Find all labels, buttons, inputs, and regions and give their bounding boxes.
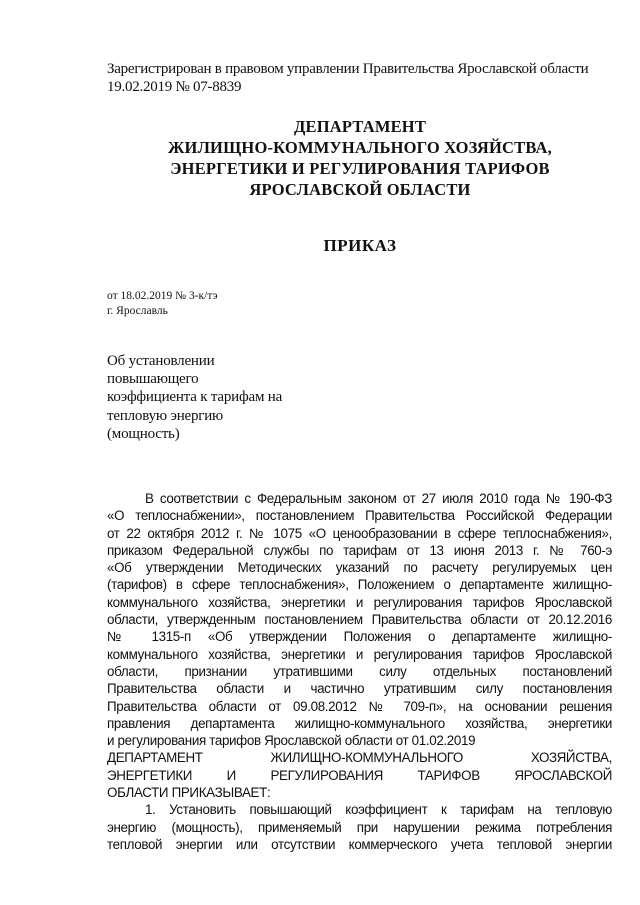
- subject-line: коэффициента к тарифам на: [107, 389, 283, 406]
- body-line: ДЕПАРТАМЕНТ ЖИЛИЩНО-КОММУНАЛЬНОГО ХОЗЯЙСТВА,: [107, 750, 612, 766]
- body-line: области, утвержденным постановлением Правительства области от 20.12.2016: [107, 612, 612, 628]
- body-line: ОБЛАСТИ ПРИКАЗЫВАЕТ:: [107, 785, 271, 801]
- department-line: ЭНЕРГЕТИКИ И РЕГУЛИРОВАНИЯ ТАРИФОВ: [170, 159, 550, 178]
- department-heading: [80, 116, 640, 200]
- body-line: тепловой энергии или отсутствии коммерческого учета тепловой энергии: [107, 836, 612, 852]
- body-line: В соответствии с Федеральным законом от 27 июля 2010 года № 190-ФЗ: [145, 491, 612, 506]
- body-line: № 1315-п «Об утверждении Положения о департаменте жилищно-: [107, 629, 612, 645]
- body-line: ЭНЕРГЕТИКИ И РЕГУЛИРОВАНИЯ ТАРИФОВ ЯРОСЛАВСКОЙ: [107, 767, 612, 783]
- body-line: Правительства области от 09.08.2012 № 709-п», на основании решения: [107, 698, 612, 714]
- body-line: коммунального хозяйства, энергетики и регулирования тарифов Ярославской: [107, 646, 612, 662]
- body-line: приказом Федеральной службы по тарифам от 13 июня 2013 г. № 760-э: [107, 542, 612, 558]
- registration-date-number: 19.02.2019 № 07-8839: [107, 79, 242, 95]
- subject-line: тепловую энергию: [107, 407, 224, 424]
- body-line: Правительства области и частично утратившим силу постановления: [107, 681, 612, 697]
- body-line: «Об утверждении Методических указаний по расчету регулируемых цен: [107, 560, 612, 576]
- registration-line: Зарегистрирован в правовом управлении Правительства Ярославской области: [107, 61, 589, 77]
- department-line: ЯРОСЛАВСКОЙ ОБЛАСТИ: [249, 180, 471, 199]
- registration-note: [107, 60, 612, 96]
- body-line: и регулирования тарифов Ярославской области от 01.02.2019: [107, 733, 476, 749]
- body-line: 1. Установить повышающий коэффициент к тарифам на тепловую: [145, 802, 612, 818]
- order-subject: [107, 352, 327, 443]
- body-line: энергию (мощность), применяемый при нарушении режима потребления: [107, 819, 612, 835]
- body-line: от 22 октября 2012 г. № 1075 «О ценообразовании в сфере теплоснабжения»,: [107, 525, 612, 541]
- body-line: области, признании утратившими силу отдельных постановлений: [107, 663, 612, 679]
- body-line: коммунального хозяйства, энергетики и регулирования тарифов Ярославской: [107, 594, 612, 610]
- subject-line: повышающего: [107, 371, 199, 388]
- order-meta: [107, 289, 218, 319]
- subject-line: (мощность): [107, 425, 180, 442]
- department-line: ЖИЛИЩНО-КОММУНАЛЬНОГО ХОЗЯЙСТВА,: [168, 138, 552, 157]
- body-line: правления департамента жилищно-коммунального хозяйства, энергетики: [107, 715, 612, 731]
- order-title: ПРИКАЗ: [323, 236, 397, 255]
- subject-line: Об установлении: [107, 353, 215, 369]
- order-city: г. Ярославль: [107, 305, 168, 317]
- department-line: ДЕПАРТАМЕНТ: [293, 117, 427, 136]
- body-line: (тарифов) в сфере теплоснабжения», Положением о департаменте жилищно-: [107, 577, 612, 593]
- body-line: «О теплоснабжении», постановлением Правительства Российской Федерации: [107, 508, 612, 524]
- order-date-number: от 18.02.2019 № 3-к/тэ: [107, 290, 218, 302]
- order-body: [107, 490, 612, 853]
